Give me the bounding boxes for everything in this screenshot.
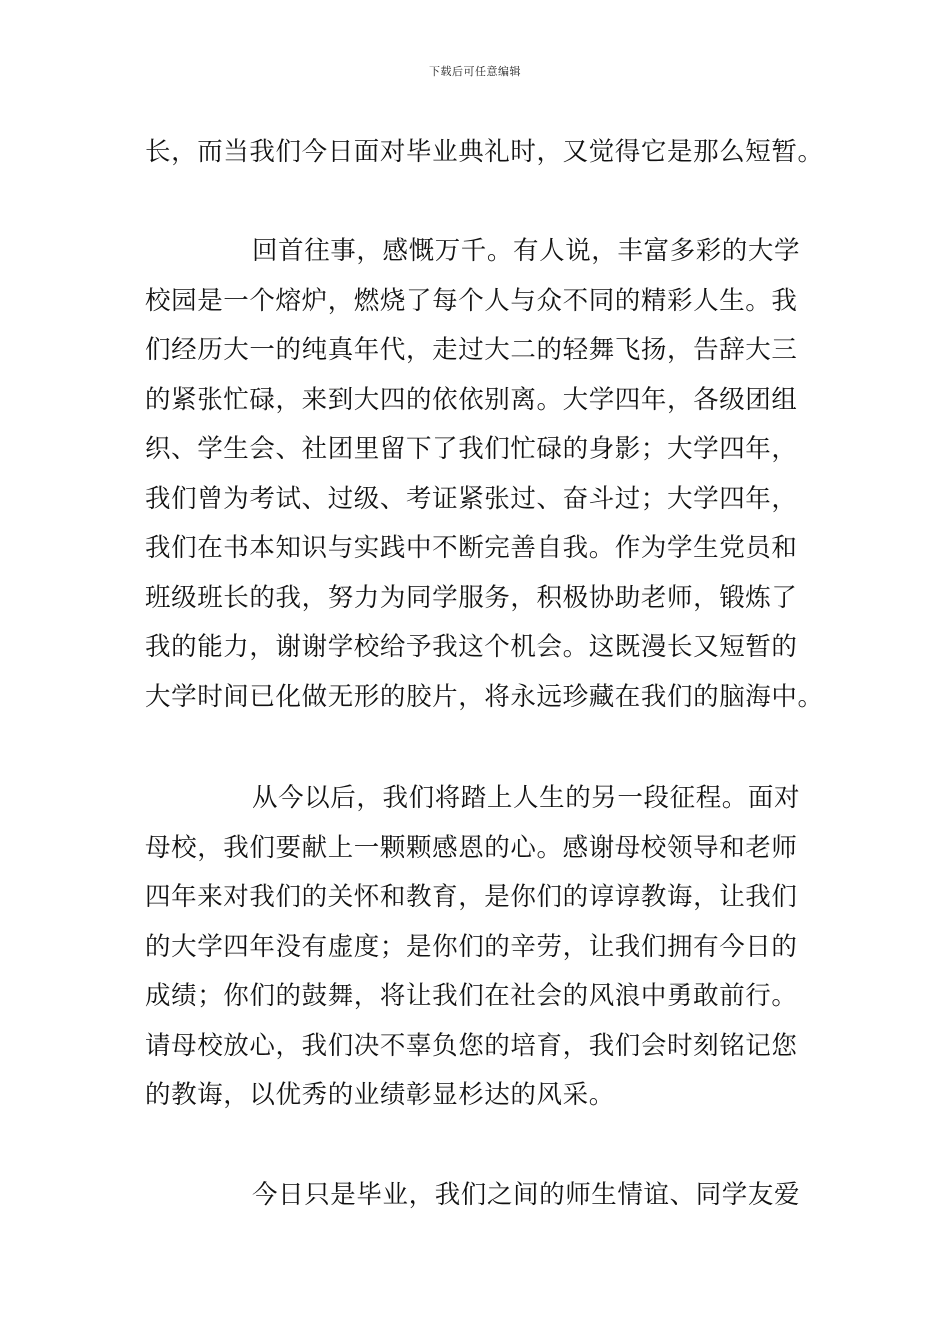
text-line: 从今以后，我们将踏上人生的另一段征程。面对 — [252, 783, 801, 813]
text-line: 我们在书本知识与实践中不断完善自我。作为学生党员和 — [145, 533, 798, 563]
text-line: 们经历大一的纯真年代，走过大二的轻舞飞扬，告辞大三 — [145, 335, 798, 365]
text-line: 校园是一个熔炉，燃烧了每个人与众不同的精彩人生。我 — [145, 285, 798, 316]
text-line: 的教诲，以优秀的业绩彰显杉达的风采。 — [145, 1080, 615, 1110]
text-line: 织、学生会、社团里留下了我们忙碌的身影；大学四年， — [145, 434, 798, 464]
paragraph-closing — [145, 1171, 807, 1221]
text-line: 四年来对我们的关怀和教育，是你们的谆谆教诲，让我们 — [145, 882, 798, 912]
text-line: 班级班长的我，努力为同学服务，积极协助老师，锻炼了 — [145, 582, 798, 613]
text-line: 的大学四年没有虚度；是你们的辛劳，让我们拥有今日的 — [145, 931, 798, 962]
text-line: 的紧张忙碌，来到大四的依依别离。大学四年，各级团组 — [145, 384, 798, 415]
text-line: 今日只是毕业，我们之间的师生情谊、同学友爱 — [252, 1180, 801, 1210]
text-line: 母校，我们要献上一颗颗感恩的心。感谢母校领导和老师 — [145, 832, 798, 863]
text-line: 回首往事，感慨万千。有人说，丰富多彩的大学 — [252, 236, 801, 266]
text-line: 我们曾为考试、过级、考证紧张过、奋斗过；大学四年， — [145, 483, 798, 514]
text-line: 请母校放心，我们决不辜负您的培育，我们会时刻铭记您 — [145, 1030, 798, 1061]
page-header: 下载后可任意编辑 — [429, 65, 521, 78]
text-line: 成绩；你们的鼓舞，将让我们在社会的风浪中勇敢前行。 — [145, 981, 798, 1011]
paragraph-reflection — [145, 227, 824, 722]
paragraph-gratitude — [145, 774, 807, 1121]
text-line: 我的能力，谢谢学校给予我这个机会。这既漫长又短暂的 — [145, 632, 798, 662]
text-line: 长，而当我们今日面对毕业典礼时，又觉得它是那么短暂。 — [145, 137, 824, 167]
paragraph-continuation — [145, 128, 824, 178]
text-line: 大学时间已化做无形的胶片，将永远珍藏在我们的脑海中。 — [145, 681, 824, 712]
